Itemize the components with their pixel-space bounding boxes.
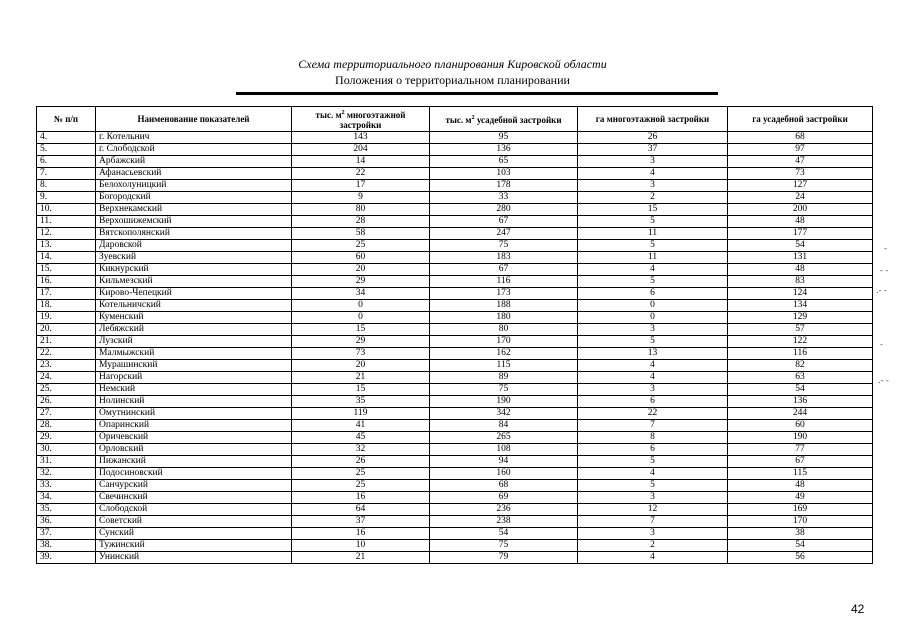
cell-num: 15. [37, 264, 96, 276]
cell-manor-area: 247 [430, 228, 578, 240]
cell-multi-area: 37 [292, 516, 430, 528]
table-row [37, 288, 873, 300]
cell-manor-area: 75 [430, 540, 578, 552]
cell-multi-area: 0 [292, 312, 430, 324]
cell-name: Свечинский [96, 492, 292, 504]
table-row [37, 552, 873, 564]
cell-multi-ha: 3 [578, 180, 728, 192]
cell-name: Куменский [96, 312, 292, 324]
cell-name: Арбажский [96, 156, 292, 168]
cell-multi-ha: 7 [578, 420, 728, 432]
cell-manor-area: 95 [430, 132, 578, 144]
cell-name: Даровской [96, 240, 292, 252]
table-row [37, 384, 873, 396]
cell-multi-ha: 13 [578, 348, 728, 360]
cell-multi-area: 143 [292, 132, 430, 144]
cell-manor-ha: 60 [728, 420, 873, 432]
cell-multi-ha: 4 [578, 372, 728, 384]
cell-num: 17. [37, 288, 96, 300]
cell-manor-area: 265 [430, 432, 578, 444]
cell-manor-ha: 38 [728, 528, 873, 540]
table-row [37, 156, 873, 168]
table-row [37, 228, 873, 240]
cell-manor-area: 116 [430, 276, 578, 288]
cell-multi-area: 25 [292, 480, 430, 492]
scan-mark: .- - [876, 286, 887, 295]
table-row [37, 540, 873, 552]
cell-manor-area: 75 [430, 384, 578, 396]
cell-manor-area: 236 [430, 504, 578, 516]
cell-num: 9. [37, 192, 96, 204]
cell-name: Сунский [96, 528, 292, 540]
cell-multi-ha: 3 [578, 156, 728, 168]
cell-manor-area: 80 [430, 324, 578, 336]
table-row [37, 312, 873, 324]
table-row [37, 300, 873, 312]
cell-manor-ha: 54 [728, 240, 873, 252]
cell-num: 22. [37, 348, 96, 360]
cell-manor-area: 108 [430, 444, 578, 456]
cell-name: Орловский [96, 444, 292, 456]
cell-num: 36. [37, 516, 96, 528]
cell-name: Кирово-Чепецкий [96, 288, 292, 300]
cell-name: Опаринский [96, 420, 292, 432]
cell-multi-area: 58 [292, 228, 430, 240]
cell-num: 39. [37, 552, 96, 564]
cell-multi-ha: 5 [578, 336, 728, 348]
cell-multi-ha: 5 [578, 276, 728, 288]
table-body [37, 132, 873, 564]
cell-num: 30. [37, 444, 96, 456]
table-row [37, 468, 873, 480]
cell-manor-ha: 116 [728, 348, 873, 360]
table-row [37, 240, 873, 252]
cell-num: 31. [37, 456, 96, 468]
cell-manor-ha: 177 [728, 228, 873, 240]
table-row [37, 504, 873, 516]
table-row [37, 204, 873, 216]
cell-manor-ha: 57 [728, 324, 873, 336]
cell-multi-ha: 11 [578, 228, 728, 240]
cell-manor-ha: 73 [728, 168, 873, 180]
cell-manor-area: 54 [430, 528, 578, 540]
cell-manor-ha: 131 [728, 252, 873, 264]
cell-num: 18. [37, 300, 96, 312]
table-row [37, 516, 873, 528]
cell-manor-area: 170 [430, 336, 578, 348]
cell-name: Лузский [96, 336, 292, 348]
cell-multi-area: 45 [292, 432, 430, 444]
cell-name: Немский [96, 384, 292, 396]
cell-multi-area: 21 [292, 372, 430, 384]
cell-manor-ha: 48 [728, 216, 873, 228]
cell-num: 35. [37, 504, 96, 516]
cell-multi-area: 29 [292, 336, 430, 348]
cell-multi-ha: 6 [578, 288, 728, 300]
cell-manor-ha: 115 [728, 468, 873, 480]
cell-name: Вятскополянский [96, 228, 292, 240]
scan-mark: - - [880, 266, 889, 275]
cell-manor-area: 183 [430, 252, 578, 264]
cell-multi-area: 25 [292, 240, 430, 252]
cell-manor-area: 136 [430, 144, 578, 156]
cell-num: 25. [37, 384, 96, 396]
table-row [37, 528, 873, 540]
cell-manor-area: 115 [430, 360, 578, 372]
cell-multi-ha: 3 [578, 324, 728, 336]
cell-num: 28. [37, 420, 96, 432]
cell-name: г. Слободской [96, 144, 292, 156]
cell-multi-area: 73 [292, 348, 430, 360]
cell-num: 37. [37, 528, 96, 540]
cell-multi-area: 32 [292, 444, 430, 456]
cell-manor-ha: 56 [728, 552, 873, 564]
cell-multi-ha: 3 [578, 384, 728, 396]
cell-num: 5. [37, 144, 96, 156]
header-manor-area: тыс. $м^2$ усадебной застройки [430, 107, 578, 132]
cell-multi-area: 16 [292, 528, 430, 540]
cell-manor-area: 188 [430, 300, 578, 312]
cell-name: Унинский [96, 552, 292, 564]
cell-name: Верхошижемский [96, 216, 292, 228]
cell-name: Омутнинский [96, 408, 292, 420]
cell-manor-ha: 127 [728, 180, 873, 192]
cell-multi-area: 25 [292, 468, 430, 480]
title-underline [236, 92, 718, 95]
cell-multi-area: 34 [292, 288, 430, 300]
scan-mark: .- - [878, 376, 889, 385]
cell-manor-ha: 24 [728, 192, 873, 204]
cell-name: Подосиновский [96, 468, 292, 480]
cell-multi-ha: 4 [578, 552, 728, 564]
cell-manor-area: 103 [430, 168, 578, 180]
table-row [37, 336, 873, 348]
indicators-table [36, 106, 873, 564]
cell-name: Кикнурский [96, 264, 292, 276]
cell-manor-ha: 54 [728, 384, 873, 396]
header-multi-ha: га многоэтажной застройки [578, 107, 728, 132]
cell-manor-ha: 170 [728, 516, 873, 528]
cell-multi-ha: 5 [578, 216, 728, 228]
cell-multi-area: 15 [292, 384, 430, 396]
cell-multi-area: 14 [292, 156, 430, 168]
header-num: № п/п [37, 107, 96, 132]
document-subtitle: Положения о территориальном планировании [335, 73, 570, 87]
cell-multi-area: 20 [292, 360, 430, 372]
cell-multi-ha: 22 [578, 408, 728, 420]
table-header-row [37, 107, 873, 132]
cell-multi-area: 28 [292, 216, 430, 228]
cell-multi-ha: 5 [578, 480, 728, 492]
cell-multi-area: 22 [292, 168, 430, 180]
cell-multi-ha: 6 [578, 444, 728, 456]
cell-name: Зуевский [96, 252, 292, 264]
cell-multi-ha: 37 [578, 144, 728, 156]
table-row [37, 192, 873, 204]
page-number: 42 [851, 602, 865, 616]
cell-num: 32. [37, 468, 96, 480]
cell-manor-area: 342 [430, 408, 578, 420]
header-name: Наименование показателей [96, 107, 292, 132]
scan-mark: - [880, 340, 883, 349]
cell-name: Мурашинский [96, 360, 292, 372]
header-multi-area: тыс. $м^2$ многоэтажной застройки [292, 107, 430, 132]
cell-multi-ha: 26 [578, 132, 728, 144]
cell-num: 19. [37, 312, 96, 324]
table-row [37, 264, 873, 276]
cell-num: 20. [37, 324, 96, 336]
cell-manor-ha: 54 [728, 540, 873, 552]
cell-manor-area: 65 [430, 156, 578, 168]
cell-num: 26. [37, 396, 96, 408]
cell-multi-area: 15 [292, 324, 430, 336]
cell-manor-area: 67 [430, 264, 578, 276]
cell-manor-ha: 122 [728, 336, 873, 348]
cell-name: Пижанский [96, 456, 292, 468]
table-row [37, 324, 873, 336]
table-row [37, 456, 873, 468]
cell-manor-ha: 82 [728, 360, 873, 372]
cell-manor-area: 160 [430, 468, 578, 480]
cell-multi-area: 35 [292, 396, 430, 408]
cell-multi-ha: 4 [578, 264, 728, 276]
table-row [37, 276, 873, 288]
cell-manor-ha: 97 [728, 144, 873, 156]
cell-manor-ha: 48 [728, 480, 873, 492]
cell-multi-ha: 15 [578, 204, 728, 216]
cell-multi-area: 41 [292, 420, 430, 432]
cell-multi-ha: 3 [578, 492, 728, 504]
document-title: Схема территориального планирования Кировской области [298, 57, 607, 71]
cell-manor-area: 33 [430, 192, 578, 204]
table-row [37, 492, 873, 504]
table-row [37, 408, 873, 420]
cell-manor-ha: 48 [728, 264, 873, 276]
cell-manor-area: 238 [430, 516, 578, 528]
cell-manor-area: 173 [430, 288, 578, 300]
cell-multi-ha: 6 [578, 396, 728, 408]
cell-multi-ha: 2 [578, 192, 728, 204]
cell-name: Слободской [96, 504, 292, 516]
cell-manor-ha: 67 [728, 456, 873, 468]
table-row [37, 360, 873, 372]
cell-multi-area: 21 [292, 552, 430, 564]
header-manor-ha: га усадебной застройки [728, 107, 873, 132]
cell-num: 27. [37, 408, 96, 420]
cell-name: Афанасьевский [96, 168, 292, 180]
table-row [37, 444, 873, 456]
cell-manor-ha: 200 [728, 204, 873, 216]
cell-name: Оричевский [96, 432, 292, 444]
cell-multi-ha: 8 [578, 432, 728, 444]
cell-multi-ha: 0 [578, 300, 728, 312]
cell-num: 33. [37, 480, 96, 492]
cell-multi-area: 0 [292, 300, 430, 312]
cell-multi-ha: 5 [578, 240, 728, 252]
cell-name: Котельничский [96, 300, 292, 312]
cell-num: 23. [37, 360, 96, 372]
cell-manor-ha: 190 [728, 432, 873, 444]
cell-manor-ha: 134 [728, 300, 873, 312]
cell-multi-ha: 3 [578, 528, 728, 540]
cell-num: 6. [37, 156, 96, 168]
table-row [37, 180, 873, 192]
cell-multi-area: 16 [292, 492, 430, 504]
table-row [37, 432, 873, 444]
cell-name: Нолинский [96, 396, 292, 408]
scan-mark: - [884, 244, 887, 253]
cell-name: Нагорский [96, 372, 292, 384]
cell-num: 8. [37, 180, 96, 192]
table-row [37, 216, 873, 228]
cell-manor-area: 190 [430, 396, 578, 408]
table-row [37, 132, 873, 144]
cell-multi-area: 29 [292, 276, 430, 288]
cell-multi-ha: 4 [578, 468, 728, 480]
cell-multi-ha: 7 [578, 516, 728, 528]
cell-manor-area: 162 [430, 348, 578, 360]
cell-name: г. Котельнич [96, 132, 292, 144]
cell-manor-ha: 244 [728, 408, 873, 420]
cell-name: Верхнекамский [96, 204, 292, 216]
cell-multi-ha: 2 [578, 540, 728, 552]
table-row [37, 168, 873, 180]
cell-num: 24. [37, 372, 96, 384]
table-row [37, 396, 873, 408]
cell-multi-ha: 12 [578, 504, 728, 516]
cell-manor-area: 68 [430, 480, 578, 492]
cell-multi-area: 26 [292, 456, 430, 468]
cell-num: 34. [37, 492, 96, 504]
cell-manor-area: 94 [430, 456, 578, 468]
cell-manor-ha: 129 [728, 312, 873, 324]
cell-manor-ha: 68 [728, 132, 873, 144]
cell-multi-area: 9 [292, 192, 430, 204]
cell-num: 10. [37, 204, 96, 216]
cell-manor-area: 89 [430, 372, 578, 384]
cell-manor-area: 180 [430, 312, 578, 324]
cell-num: 11. [37, 216, 96, 228]
cell-multi-ha: 0 [578, 312, 728, 324]
table-row [37, 372, 873, 384]
cell-multi-ha: 4 [578, 360, 728, 372]
cell-multi-area: 17 [292, 180, 430, 192]
cell-manor-area: 79 [430, 552, 578, 564]
cell-manor-area: 75 [430, 240, 578, 252]
cell-manor-area: 67 [430, 216, 578, 228]
cell-manor-area: 178 [430, 180, 578, 192]
cell-multi-ha: 4 [578, 168, 728, 180]
cell-num: 29. [37, 432, 96, 444]
cell-name: Богородский [96, 192, 292, 204]
cell-multi-area: 10 [292, 540, 430, 552]
cell-name: Малмыжский [96, 348, 292, 360]
cell-multi-area: 60 [292, 252, 430, 264]
cell-num: 16. [37, 276, 96, 288]
cell-manor-ha: 169 [728, 504, 873, 516]
cell-multi-area: 64 [292, 504, 430, 516]
cell-manor-ha: 63 [728, 372, 873, 384]
cell-manor-ha: 77 [728, 444, 873, 456]
cell-num: 12. [37, 228, 96, 240]
cell-manor-ha: 83 [728, 276, 873, 288]
cell-num: 4. [37, 132, 96, 144]
cell-manor-ha: 124 [728, 288, 873, 300]
cell-num: 21. [37, 336, 96, 348]
cell-num: 7. [37, 168, 96, 180]
cell-manor-ha: 47 [728, 156, 873, 168]
cell-manor-area: 84 [430, 420, 578, 432]
table-row [37, 420, 873, 432]
table-row [37, 348, 873, 360]
cell-manor-area: 69 [430, 492, 578, 504]
table-row [37, 252, 873, 264]
cell-num: 38. [37, 540, 96, 552]
cell-multi-area: 204 [292, 144, 430, 156]
cell-multi-ha: 11 [578, 252, 728, 264]
cell-manor-ha: 49 [728, 492, 873, 504]
cell-name: Белохолуницкий [96, 180, 292, 192]
cell-name: Лебяжский [96, 324, 292, 336]
table-row [37, 480, 873, 492]
cell-name: Санчурский [96, 480, 292, 492]
cell-multi-area: 119 [292, 408, 430, 420]
cell-multi-area: 20 [292, 264, 430, 276]
cell-num: 14. [37, 252, 96, 264]
cell-multi-area: 80 [292, 204, 430, 216]
cell-name: Советский [96, 516, 292, 528]
cell-multi-ha: 5 [578, 456, 728, 468]
cell-name: Тужинский [96, 540, 292, 552]
cell-num: 13. [37, 240, 96, 252]
cell-name: Кильмезский [96, 276, 292, 288]
cell-manor-ha: 136 [728, 396, 873, 408]
table-row [37, 144, 873, 156]
cell-manor-area: 280 [430, 204, 578, 216]
